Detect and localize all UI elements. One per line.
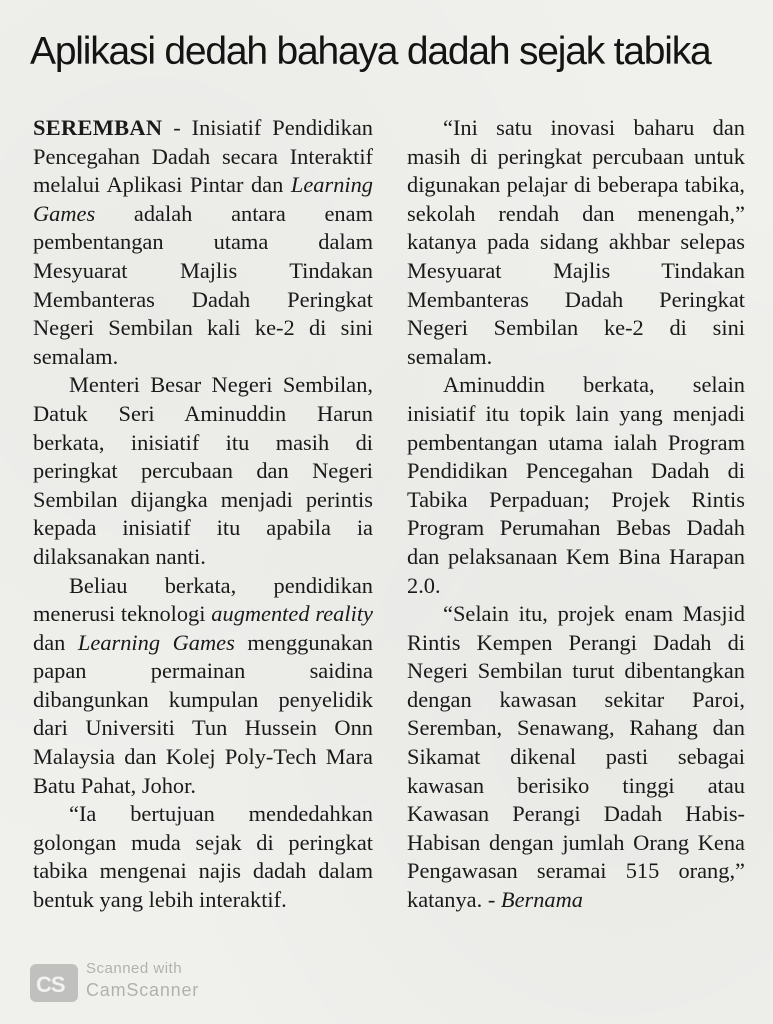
article-paragraph: Menteri Besar Negeri Sembilan, Datuk Seri Aminuddin Harun berkata, inisiatif itu masih di peringkat percubaan dan Negeri Sembilan dijangka menjadi perintis kepada inisiatif itu apabila ia dilaksanakan nanti. [33, 372, 373, 569]
italic-term: Learning Games [33, 172, 373, 226]
article-paragraph: “Ia bertujuan mendedahkan golongan muda sejak di peringkat tabika mengenai najis dadah dalam bentuk yang lebih interaktif. [33, 801, 373, 913]
article-column-left [33, 114, 373, 915]
article-paragraph: SEREMBAN - Inisiatif Pendidikan Pencegahan Dadah secara Interaktif melalui Aplikasi Pintar dan Learning Games adalah antara enam pembentangan utama dalam Mesyuarat Majlis Tindakan Membanteras Dadah Peringkat Negeri Sembilan kali ke-2 di sini semalam. [33, 115, 373, 369]
camscanner-logo-icon: CS [30, 964, 78, 1002]
headline: Aplikasi dedah bahaya dadah sejak tabika [30, 30, 711, 73]
italic-term: augmented reality [211, 601, 373, 627]
article-paragraph: Aminuddin berkata, selain inisiatif itu topik lain yang menjadi pembentangan utama ialah Program Pendidikan Pencegahan Dadah di Tabika Perpaduan; Projek Rintis Program Perumahan Bebas Dadah dan pelaksanaan Kem Bina Harapan 2.0. [407, 372, 745, 598]
article-column-right [407, 114, 745, 915]
article-paragraph: Beliau berkata, pendidikan menerusi teknologi augmented reality dan Learning Games menggunakan papan permainan saidina dibangunkan kumpulan penyelidik dari Universiti Tun Hussein Onn Malaysia dan Kolej Poly-Tech Mara Batu Pahat, Johor. [33, 572, 373, 798]
news-source: Bernama [500, 887, 583, 913]
watermark-line-2: CamScanner [86, 980, 200, 1000]
dateline: SEREMBAN [33, 115, 163, 140]
watermark-line-1: Scanned with [86, 960, 183, 977]
italic-term: Learning Games [77, 629, 235, 655]
camscanner-watermark [30, 958, 240, 1008]
article-paragraph: “Ini satu inovasi baharu dan masih di peringkat percubaan untuk digunakan pelajar di beberapa tabika, sekolah rendah dan menengah,” katanya pada sidang akhbar selepas Mesyuarat Majlis Tindakan Membanteras Dadah Peringkat Negeri Sembilan ke-2 di sini semalam. [407, 115, 745, 369]
article-paragraph: “Selain itu, projek enam Masjid Rintis Kempen Perangi Dadah di Negeri Sembilan turut dibentangkan dengan kawasan sekitar Paroi, Seremban, Senawang, Rahang dan Sikamat dikenal pasti sebagai kawasan berisiko tinggi atau Kawasan Perangi Dadah Habis-Habisan dengan jumlah Orang Kena Pengawasan seramai 515 orang,” katanya. - Bernama [407, 601, 745, 913]
